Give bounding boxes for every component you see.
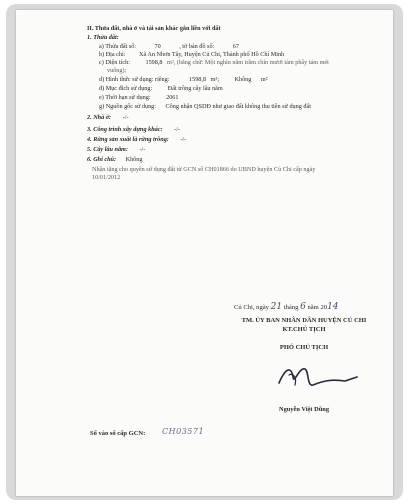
use-origin-label: g) Nguồn gốc sử dụng: (99, 103, 156, 110)
issue-date-month: 6 (300, 302, 306, 312)
org-line-3: PHÓ CHỦ TỊCH (279, 344, 329, 351)
parcel-number-row (99, 43, 256, 51)
issue-date-day: 21 (270, 302, 283, 312)
area-in-words-cont: vuông); (107, 67, 127, 74)
issue-date-year-label: năm 20 (307, 304, 328, 311)
perennial-trees-value: -/- (139, 146, 146, 153)
map-sheet-label: , tờ bản đồ số: (179, 43, 215, 50)
planted-forest-label: 4. Rừng sản xuất là rừng trồng: (87, 136, 169, 143)
other-construction-value: -/- (174, 126, 180, 133)
issue-date-prefix: Củ Chi, ngày (234, 304, 269, 311)
house-label: 2. Nhà ở: (87, 114, 112, 121)
area-label: c) Diện tích: (99, 59, 130, 66)
gcn-register-value: CH03571 (162, 427, 205, 436)
use-form-private-value: 1598,8 (189, 76, 207, 83)
org-line-2: KT.CHỦ TỊCH (282, 326, 326, 333)
map-sheet-value: 67 (232, 43, 239, 50)
use-form-private-unit: m²; (210, 76, 219, 83)
area-in-words: m², (bằng chữ: Một nghìn năm trăm chín mươi tám phẩy tám mét (167, 59, 329, 66)
use-origin-row (99, 103, 311, 111)
other-construction-row (87, 126, 180, 134)
gcn-register-row (90, 430, 145, 438)
house-value: -/- (122, 114, 129, 121)
issue-date-year: 14 (327, 302, 339, 312)
gcn-register-label: Số vào sổ cấp GCN: (90, 430, 146, 437)
use-term-value: 2061 (166, 94, 179, 101)
handwritten-signature (271, 355, 361, 400)
planted-forest-value: -/- (180, 136, 187, 143)
parcel-number-label: a) Thửa đất số: (99, 43, 137, 50)
use-purpose-label: đ) Mục đích sử dụng: (99, 85, 153, 92)
perennial-trees-label: 5. Cây lâu năm: (87, 146, 128, 153)
notes-row (87, 156, 142, 164)
planted-forest-row (87, 136, 186, 144)
signer-name: Nguyễn Việt Dũng (278, 406, 330, 413)
address-row (99, 51, 284, 59)
area-row (99, 59, 329, 67)
perennial-trees-row (87, 146, 145, 154)
use-form-row (99, 76, 268, 84)
org-line-1: TM. ỦY BAN NHÂN DÂN HUYỆN CỦ CHI (241, 317, 367, 324)
transfer-note-line-2: 10/01/2012 (92, 174, 121, 181)
use-purpose-row (99, 85, 223, 93)
use-origin-value: Công nhận QSDĐ như giao đất không thu tiền sử dụng đất (165, 103, 311, 110)
use-form-label: d) Hình thức sử dụng: riêng: (99, 76, 170, 83)
parcel-heading: 1. Thửa đất: (87, 34, 119, 41)
other-construction-label: 3. Công trình xây dựng khác: (87, 126, 163, 133)
use-form-common-unit: m² (260, 76, 268, 83)
use-purpose-value: Đất trồng cây lâu năm (167, 85, 223, 92)
parcel-number-value: 70 (154, 43, 161, 50)
use-term-label: e) Thời hạn sử dụng: (99, 94, 151, 101)
section-2-header: II. Thửa đất, nhà ở và tài sản khác gắn liền với đất (87, 25, 221, 32)
use-form-common-value: Không (234, 76, 252, 83)
use-term-row (99, 94, 178, 102)
notes-value: Không (125, 156, 143, 163)
issue-date-line (234, 303, 339, 312)
notes-label: 6. Ghi chú: (87, 156, 117, 163)
area-value: 1598,8 (145, 59, 163, 66)
issue-date-month-label: tháng (283, 304, 299, 311)
address-label: b) Địa chỉ: (99, 51, 126, 58)
address-value: Xã An Nhơn Tây, Huyện Củ Chi, Thành phố Hồ Chí Minh (139, 51, 285, 58)
certificate-page (16, 10, 393, 496)
house-row (87, 114, 129, 122)
transfer-note-line-1: Nhận tặng cho quyền sử dụng đất từ GCN số CH01866 do UBND huyện Củ Chi cấp ngày (92, 166, 316, 173)
